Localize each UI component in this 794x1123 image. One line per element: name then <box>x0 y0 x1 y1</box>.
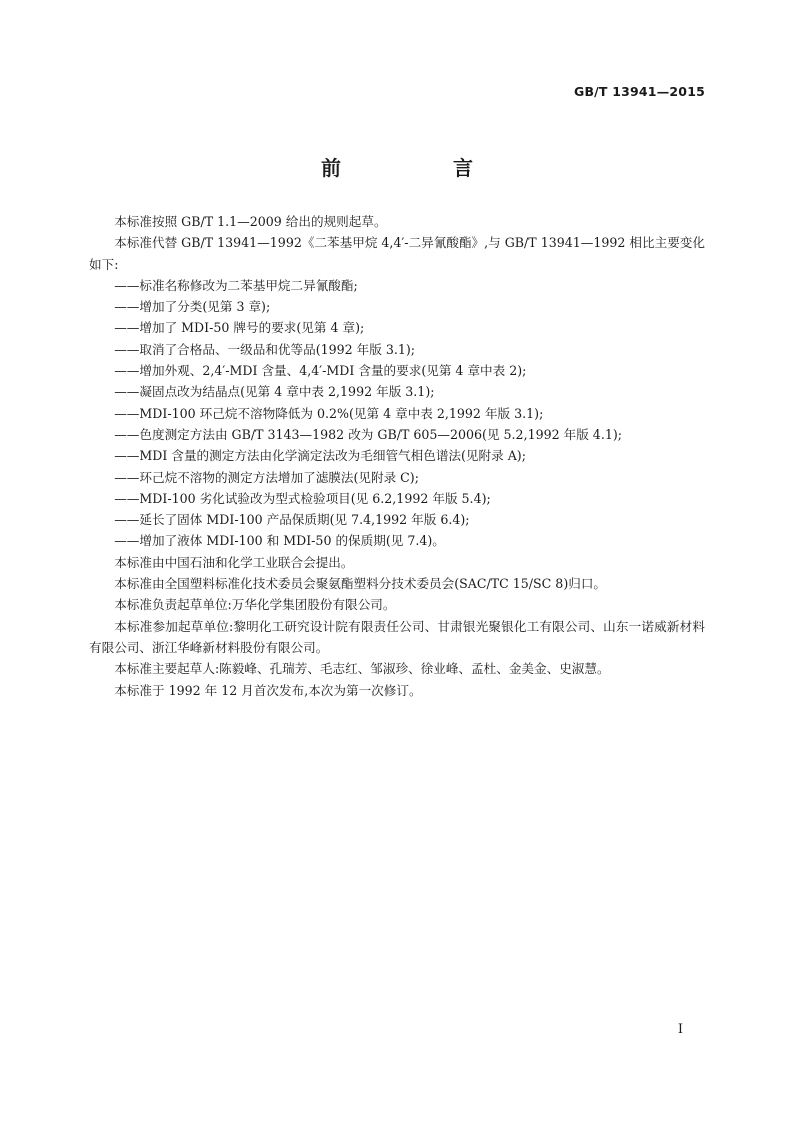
closing-paragraph: 本标准负责起草单位:万华化学集团股份有限公司。 <box>114 597 396 613</box>
list-item: ——色度测定方法由 GB/T 3143—1982 改为 GB/T 605—2006(见 5.2,1992 年版 4.1); <box>114 426 622 442</box>
page-number: I <box>677 1022 683 1037</box>
standard-code: GB/T 13941—2015 <box>573 84 705 99</box>
list-item: ——延长了固体 MDI-100 产品保质期(见 7.4,1992 年版 6.4); <box>114 512 470 528</box>
list-item: ——增加外观、2,4′-MDI 含量、4,4′-MDI 含量的要求(见第 4 章中表 2); <box>114 363 527 379</box>
list-item: ——环己烷不溶物的测定方法增加了滤膜法(见附录 C); <box>114 469 419 485</box>
list-item: ——MDI-100 环己烷不溶物降低为 0.2%(见第 4 章中表 2,1992 年版 3.1); <box>114 405 544 421</box>
closing-paragraph: 本标准由中国石油和化学工业联合会提出。 <box>114 554 354 570</box>
closing-paragraph: 本标准由全国塑料标准化技术委员会聚氨酯塑料分技术委员会(SAC/TC 15/SC 8)归口。 <box>114 576 607 592</box>
changes-list <box>89 275 705 552</box>
list-item: ——标准名称修改为二苯基甲烷二异氰酸酯; <box>114 277 358 293</box>
closing-paragraph: 本标准参加起草单位:黎明化工研究设计院有限责任公司、甘肃银光聚银化工有限公司、山东一诺威新材料有限公司、浙江华峰新材料股份有限公司。 <box>89 618 705 655</box>
list-item: ——MDI 含量的测定方法由化学滴定法改为毛细管气相色谱法(见附录 A); <box>114 448 526 464</box>
intro-paragraph: 本标准按照 GB/T 1.1—2009 给出的规则起草。 <box>114 214 387 229</box>
list-item: ——MDI-100 劣化试验改为型式检验项目(见 6.2,1992 年版 5.4); <box>114 490 491 506</box>
list-item: ——增加了分类(见第 3 章); <box>114 299 271 315</box>
page-title: 前 言 <box>321 156 519 180</box>
closing-paragraph: 本标准主要起草人:陈毅峰、孔瑞芳、毛志红、邹淑珍、徐业峰、孟杜、金美金、史淑慧。 <box>114 661 610 677</box>
list-item: ——取消了合格品、一级品和优等品(1992 年版 3.1); <box>114 341 416 357</box>
closing-paragraph: 本标准于 1992 年 12 月首次发布,本次为第一次修订。 <box>114 682 422 698</box>
foreword-body <box>89 211 705 701</box>
list-item: ——增加了 MDI-50 牌号的要求(见第 4 章); <box>114 320 365 336</box>
intro-paragraph: 本标准代替 GB/T 13941—1992《二苯基甲烷 4,4′-二异氰酸酯》,与 GB/T 13941—1992 相比主要变化如下: <box>89 235 705 272</box>
list-item: ——凝固点改为结晶点(见第 4 章中表 2,1992 年版 3.1); <box>114 384 435 400</box>
list-item: ——增加了液体 MDI-100 和 MDI-50 的保质期(见 7.4)。 <box>114 533 445 549</box>
